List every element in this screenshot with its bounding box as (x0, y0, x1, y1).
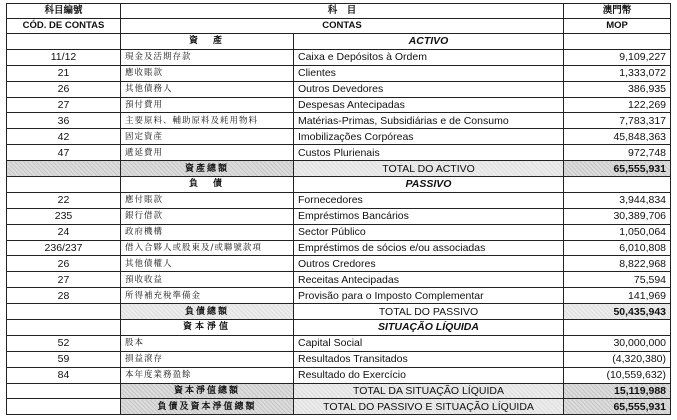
account-name-pt: Empréstimos de sócios e/ou associadas (294, 240, 564, 256)
grand-total-row (7, 399, 671, 415)
account-name-pt: Matérias-Primas, Subsidiárias e de Consumo (294, 113, 564, 129)
account-code: 22 (7, 192, 121, 208)
table-row (7, 145, 671, 161)
account-value: 7,783,317 (564, 113, 671, 129)
section-activo-title-zh: 資 產 (121, 34, 294, 50)
account-value: 8,822,968 (564, 256, 671, 272)
account-name-pt: Capital Social (294, 335, 564, 351)
account-value: 386,935 (564, 81, 671, 97)
account-value: 1,050,064 (564, 224, 671, 240)
account-value: 1,333,072 (564, 65, 671, 81)
account-code: 47 (7, 145, 121, 161)
total-situacao-pt: TOTAL DA SITUAÇÃO LÍQUIDA (294, 383, 564, 399)
table-row (7, 367, 671, 383)
account-value: 6,010,808 (564, 240, 671, 256)
account-code: 27 (7, 97, 121, 113)
balance-sheet-table (6, 3, 671, 415)
section-situacao-title-zh: 資本淨值 (121, 320, 294, 336)
table-row (7, 272, 671, 288)
account-value: 75,594 (564, 272, 671, 288)
account-name-zh: 所得補充稅準備金 (121, 288, 294, 304)
account-code: 24 (7, 224, 121, 240)
account-code: 84 (7, 367, 121, 383)
account-code: 26 (7, 81, 121, 97)
section-situacao-code (7, 320, 121, 336)
total-activo-pt: TOTAL DO ACTIVO (294, 161, 564, 177)
account-value: 141,969 (564, 288, 671, 304)
account-name-zh: 股本 (121, 335, 294, 351)
account-name-zh: 現金及活期存款 (121, 49, 294, 65)
account-name-zh: 應收賬款 (121, 65, 294, 81)
account-name-pt: Empréstimos Bancários (294, 208, 564, 224)
account-name-pt: Imobilizações Corpóreas (294, 129, 564, 145)
section-situacao (7, 320, 671, 336)
header-row-pt (7, 19, 671, 34)
table-row (7, 129, 671, 145)
account-value: 972,748 (564, 145, 671, 161)
header-row-zh (7, 4, 671, 19)
total-situacao-row (7, 383, 671, 399)
account-name-zh: 借入合夥人或股東及/或聯號款項 (121, 240, 294, 256)
table-row (7, 351, 671, 367)
table-row (7, 224, 671, 240)
account-name-pt: Fornecedores (294, 192, 564, 208)
account-code: 36 (7, 113, 121, 129)
total-situacao-zh: 資本淨值總額 (121, 383, 294, 399)
account-name-pt: Resultados Transitados (294, 351, 564, 367)
account-value: 3,944,834 (564, 192, 671, 208)
account-value: 30,389,706 (564, 208, 671, 224)
account-name-zh: 其他債務人 (121, 81, 294, 97)
account-code: 21 (7, 65, 121, 81)
total-activo-zh: 資產總額 (121, 161, 294, 177)
table-row (7, 65, 671, 81)
grand-total-code (7, 399, 121, 415)
account-value: (10,559,632) (564, 367, 671, 383)
total-passivo-pt: TOTAL DO PASSIVO (294, 304, 564, 320)
account-name-zh: 損益滾存 (121, 351, 294, 367)
account-code: 11/12 (7, 49, 121, 65)
balance-sheet (6, 3, 670, 415)
account-value: 122,269 (564, 97, 671, 113)
table-row (7, 192, 671, 208)
account-code: 235 (7, 208, 121, 224)
table-row (7, 335, 671, 351)
account-name-pt: Caixa e Depósitos à Ordem (294, 49, 564, 65)
grand-total-pt: TOTAL DO PASSIVO E SITUAÇÃO LÍQUIDA (294, 399, 564, 415)
account-value: 45,848,363 (564, 129, 671, 145)
account-code: 59 (7, 351, 121, 367)
header-code-pt: CÓD. DE CONTAS (7, 19, 121, 34)
account-name-pt: Custos Plurienais (294, 145, 564, 161)
account-name-pt: Clientes (294, 65, 564, 81)
section-passivo-code (7, 177, 121, 193)
table-row (7, 256, 671, 272)
account-value: (4,320,380) (564, 351, 671, 367)
total-activo-code (7, 161, 121, 177)
account-name-zh: 固定資產 (121, 129, 294, 145)
grand-total-zh: 負債及資本淨值總額 (121, 399, 294, 415)
account-name-zh: 應付賬款 (121, 192, 294, 208)
account-code: 26 (7, 256, 121, 272)
account-value: 9,109,227 (564, 49, 671, 65)
account-name-zh: 銀行借款 (121, 208, 294, 224)
section-passivo (7, 177, 671, 193)
account-code: 42 (7, 129, 121, 145)
table-row (7, 240, 671, 256)
account-name-zh: 預付費用 (121, 97, 294, 113)
account-name-pt: Despesas Antecipadas (294, 97, 564, 113)
account-code: 27 (7, 272, 121, 288)
section-activo-code (7, 34, 121, 50)
account-name-pt: Resultado do Exercício (294, 367, 564, 383)
account-name-pt: Receitas Antecipadas (294, 272, 564, 288)
section-activo-title-pt: ACTIVO (294, 34, 564, 50)
account-name-zh: 遞延費用 (121, 145, 294, 161)
header-account-pt: CONTAS (121, 19, 564, 34)
total-passivo-row (7, 304, 671, 320)
section-passivo-title-pt: PASSIVO (294, 177, 564, 193)
account-code: 236/237 (7, 240, 121, 256)
account-code: 28 (7, 288, 121, 304)
section-activo (7, 34, 671, 50)
account-name-zh: 其他債權人 (121, 256, 294, 272)
account-name-zh: 主要原料、輔助原料及耗用物料 (121, 113, 294, 129)
account-name-zh: 政府機構 (121, 224, 294, 240)
account-name-pt: Provisão para o Imposto Complementar (294, 288, 564, 304)
section-situacao-title-pt: SITUAÇÃO LÍQUIDA (294, 320, 564, 336)
account-name-zh: 預收收益 (121, 272, 294, 288)
account-name-pt: Sector Público (294, 224, 564, 240)
account-name-pt: Outros Credores (294, 256, 564, 272)
total-situacao-code (7, 383, 121, 399)
total-activo-value: 65,555,931 (564, 161, 671, 177)
table-row (7, 208, 671, 224)
total-passivo-code (7, 304, 121, 320)
section-passivo-title-zh: 負 債 (121, 177, 294, 193)
header-code-zh: 科目編號 (7, 4, 121, 19)
account-code: 52 (7, 335, 121, 351)
header-currency-zh: 澳門幣 (564, 4, 671, 19)
account-name-pt: Outros Devedores (294, 81, 564, 97)
section-passivo-value (564, 177, 671, 193)
table-row (7, 113, 671, 129)
account-value: 30,000,000 (564, 335, 671, 351)
total-passivo-value: 50,435,943 (564, 304, 671, 320)
section-situacao-value (564, 320, 671, 336)
total-situacao-value: 15,119,988 (564, 383, 671, 399)
grand-total-value: 65,555,931 (564, 399, 671, 415)
header-currency-pt: MOP (564, 19, 671, 34)
table-row (7, 49, 671, 65)
account-name-zh: 本年度業務盈餘 (121, 367, 294, 383)
table-row (7, 288, 671, 304)
header-account-zh: 科 目 (121, 4, 564, 19)
total-activo-row (7, 161, 671, 177)
table-row (7, 81, 671, 97)
section-activo-value (564, 34, 671, 50)
table-row (7, 97, 671, 113)
total-passivo-zh: 負債總額 (121, 304, 294, 320)
